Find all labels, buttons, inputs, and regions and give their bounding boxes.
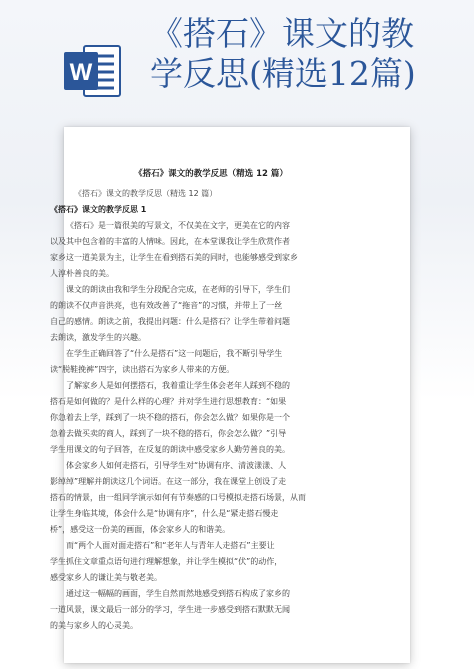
paragraph (50, 282, 372, 346)
paragraph-line: 通过这一幅幅的画面，学生自然而然地感受到搭石构成了家乡的 (66, 589, 290, 598)
paragraph (50, 458, 372, 538)
section-heading: 《搭石》课文的教学反思 1 (50, 205, 147, 214)
paragraph-line: 学生抓住文章重点语句进行理解想象，并让学生模拟“伏”的动作， (50, 557, 283, 566)
paragraph-line: 桥”，感受这一份美的画面，体会家乡人的和谐美。 (50, 525, 231, 534)
document-title: 《搭石》课文的教学反思（精选 12 篇） (134, 169, 288, 179)
paragraph-line: 自己的感情。朗读之前，我提出问题：什么是搭石？让学生带着问题 (50, 317, 290, 326)
paragraph (50, 378, 372, 458)
paragraph-line: 感受家乡人的谦让美与敬老美。 (50, 573, 162, 582)
paragraph-line: 而“两个人面对面走搭石”和“老年人与青年人走搭石”主要让 (66, 541, 275, 550)
banner-title-line-2: 学反思(精选12篇) (150, 54, 416, 93)
paragraph-line: 影绰绰”理解并朗读这几个词语。在这一部分，我在课堂上创设了走 (50, 477, 287, 486)
paragraph-line: 去朗读，激发学生的兴趣。 (50, 333, 146, 342)
paragraph-line: 在学生正确回答了“什么是搭石”这一问题后，我不断引导学生 (66, 349, 283, 358)
document-body (50, 166, 372, 634)
paragraph-line: 一道风景，课文最后一部分的学习，学生进一步感受到搭石默默无闻 (50, 605, 290, 614)
paragraph-line: 了解家乡人是如何摆搭石，我着重让学生体会老年人踩到不稳的 (66, 381, 290, 390)
paragraph-line: 以及其中包含着的丰富的人情味。因此，在本堂课我让学生欣赏作者 (50, 237, 290, 246)
paragraph (50, 346, 372, 378)
paragraph-line: 搭石的情景，由一组同学演示如何有节奏感的口号模拟走搭石场景，从而 (50, 493, 306, 502)
banner-title (150, 14, 468, 94)
paragraph-line: 急着去做买卖的商人，踩到了一块不稳的搭石，你会怎么做？”引导 (50, 429, 287, 438)
paragraph-line: 学生用课文的句子回答，在反复的朗读中感受家乡人勤劳善良的美。 (50, 445, 290, 454)
paragraph-line: 读“脱鞋挽裤”四字，读出搭石为家乡人带来的方便。 (50, 365, 235, 374)
paragraph (50, 586, 372, 634)
paragraph-line: 体会家乡人如何走搭石，引导学生对“协调有序、清波漾漾、人 (66, 461, 287, 470)
banner-title-line-1: 《搭石》课文的教 (150, 14, 414, 53)
paragraph-line: 《搭石》是一篇很美的写景文，不仅美在文字，更美在它的内容 (66, 221, 290, 230)
word-icon-letter: W (69, 59, 93, 86)
paragraph-line: 的美与家乡人的心灵美。 (50, 621, 138, 630)
paragraph-line: 搭石是如何做的？是什么样的心理？并对学生进行思想教育：“如果 (50, 397, 287, 406)
word-doc-icon (62, 40, 124, 102)
paragraph-line: 的朗读不仅声音洪亮，也有效改善了“拖音”的习惯，并带上了一丝 (50, 301, 283, 310)
paragraph-line: 你急着去上学，踩到了一块不稳的搭石，你会怎么做？如果你是一个 (50, 413, 290, 422)
paragraph-line: 人淳朴善良的美。 (50, 269, 114, 278)
paragraph-line: 家乡这一道美景为主，让学生在看到搭石美的同时，也能够感受到家乡 (50, 253, 298, 262)
paragraph-list (50, 218, 372, 634)
paragraph (50, 538, 372, 586)
paragraph (50, 218, 372, 282)
document-subtitle: 《搭石》课文的教学反思（精选 12 篇） (74, 189, 218, 198)
paragraph-line: 让学生身临其境，体会什么是“协调有序”，什么是“紧走搭石慢走 (50, 509, 279, 518)
paragraph-line: 课文的朗读由我和学生分段配合完成，在老师的引导下，学生们 (66, 285, 290, 294)
